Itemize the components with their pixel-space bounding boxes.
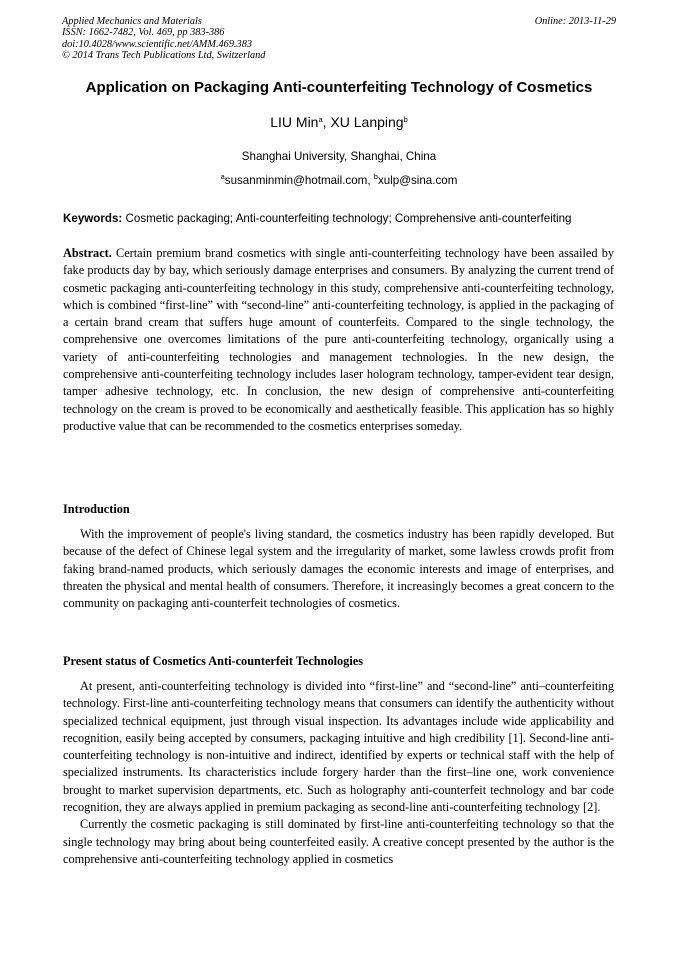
abstract [63, 245, 614, 435]
copyright-line: © 2014 Trans Tech Publications Ltd, Switzerland [62, 50, 266, 62]
author-line [40, 114, 638, 130]
journal-name: Applied Mechanics and Materials [62, 16, 202, 27]
keywords-text: Cosmetic packaging; Anti-counterfeiting technology; Comprehensive anti-counterfeiting [122, 212, 572, 225]
keywords-label: Keywords: [63, 212, 123, 225]
author-name: LIU Min [270, 114, 319, 130]
journal-header [62, 16, 616, 62]
paper-title: Application on Packaging Anti-counterfeiting Technology of Cosmetics [85, 79, 593, 96]
online-date: Online: 2013-11-29 [534, 16, 616, 27]
email-address: xulp@sina.com [377, 174, 458, 187]
email-affil-mark: b [373, 172, 378, 181]
abstract-text: Certain premium brand cosmetics with single anti-counterfeiting technology have been assailed by fake products day by bay, which seriously damage enterprises and consumers. By analyzing the current trend of cosmetic packaging anti-counterfeiting technology in this study, comprehensive anti-counterfeiting technology, which is combined “first-line” with “second-line” anti-counterfeiting technology, is applied in the packaging of a certain brand cream that suffers huge amount of counterfeits. Compared to the single technology, the comprehensive one overcomes limitations of the pure anti-counterfeiting technology, organically using a variety of anti-counterfeiting technologies and management technologies. In the new design, the comprehensive anti-counterfeiting technology includes laser hologram technology, tamper-evident tear design, tamper adhesive technology, etc. In conclusion, the new design of comprehensive anti-counterfeiting technology on the cream is proved to be economically and aesthetically feasible. This application has so highly productive value that can be recommended to the cosmetics enterprises someday. [63, 246, 614, 433]
section-heading: Introduction [63, 502, 130, 516]
issn-line: ISSN: 1662-7482, Vol. 469, pp 383-386 [62, 27, 225, 39]
email-line [40, 174, 638, 187]
present-status-section [63, 678, 614, 868]
author-affil-mark: b [403, 115, 408, 124]
author-separator: , [322, 114, 331, 130]
affiliation: Shanghai University, Shanghai, China [241, 150, 437, 163]
author-affil-mark: a [318, 115, 323, 124]
doi-line: doi:10.4028/www.scientific.net/AMM.469.383 [62, 38, 252, 50]
body-paragraph: At present, anti-counterfeiting technology is divided into “first-line” and “second-line” anti–counterfeiting technology. First-line anti-counterfeiting technology means that consumers can identify the authenticity without specialized technical equipment, just through visual inspection. Its advantages include wide applicability and recognition, easily being accepted by consumers, packaging intuitive and high credibility [1]. Second-line anti-counterfeiting technology is non-intuitive and indirect, identified by experts or technical staff with the help of specialized instruments. Its characteristics include forgery harder than the first–line one, work convenience brought to market supervision departments, etc. Such as holography anti-counterfeit technology and bar code recognition, they are always applied in premium packaging as second-line anti-counterfeiting technology [2]. [63, 679, 614, 815]
abstract-label: Abstract. [63, 246, 112, 260]
keywords [63, 212, 623, 225]
introduction-paragraph: With the improvement of people's living standard, the cosmetics industry has been rapidly developed. But because of the defect of Chinese legal system and the irregularity of market, some lawless crowds profit from faking brand-named products, which seriously damages the economic interests and image of enterprises, and threaten the physical and mental health of consumers. Therefore, it increasingly becomes a great concern to the community on packaging anti-counterfeit technologies of cosmetics. [63, 527, 614, 611]
section-heading: Present status of Cosmetics Anti-counterfeit Technologies [63, 654, 363, 668]
body-paragraph: Currently the cosmetic packaging is still dominated by first-line anti-counterfeiting technology so that the single technology may bring about being counterfeited easily. A creative concept presented by the author is the comprehensive anti-counterfeiting technology applied in cosmetics [63, 817, 614, 866]
author-name: XU Lanping [330, 114, 404, 130]
email-affil-mark: a [220, 172, 225, 181]
email-address: susanminmin@hotmail.com, [224, 174, 374, 187]
